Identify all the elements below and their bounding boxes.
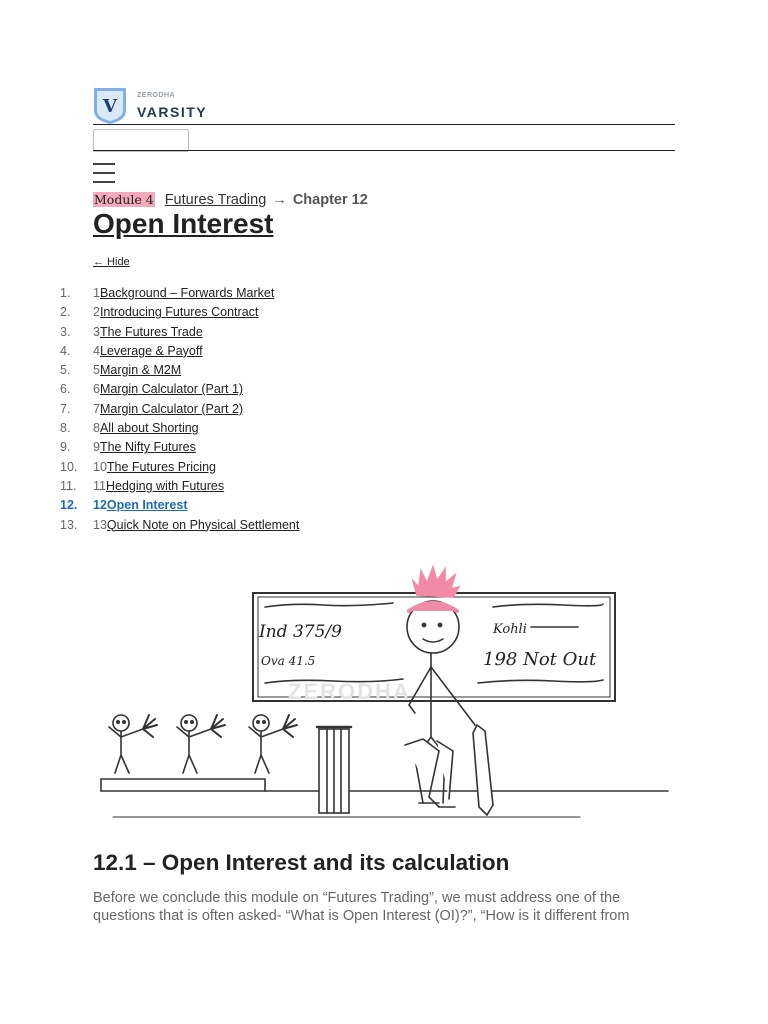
chapter-number: 12. xyxy=(60,498,78,513)
chapter-index: 9 xyxy=(93,440,100,455)
scoreboard-right-2: 198 Not Out xyxy=(483,649,597,670)
chapter-index: 8 xyxy=(93,421,100,436)
zerodha-label: ZERODHA xyxy=(137,92,176,99)
section-heading: 12.1 – Open Interest and its calculation xyxy=(93,850,510,875)
chapter-number: 2. xyxy=(60,305,71,320)
search-divider xyxy=(93,150,675,151)
chapter-link[interactable]: Open Interest xyxy=(106,498,188,513)
chapter-number: 1. xyxy=(60,286,71,300)
chapter-link[interactable]: Background – Forwards Market xyxy=(99,286,275,300)
stumps xyxy=(317,727,351,813)
chapter-number: 9. xyxy=(60,440,71,455)
cheerleaders xyxy=(109,715,297,773)
module-link[interactable]: Futures Trading xyxy=(164,192,267,208)
chapter-index: 11 xyxy=(93,478,106,493)
chapter-number: 7. xyxy=(60,401,71,416)
chapter-number: 11. xyxy=(60,478,77,493)
chapter-index: 4 xyxy=(93,343,100,358)
chapter-item[interactable] xyxy=(60,362,299,381)
menu-icon[interactable] xyxy=(93,163,115,187)
chapter-link[interactable]: Leverage & Payoff xyxy=(99,343,203,358)
chapter-link[interactable]: Hedging with Futures xyxy=(105,478,225,493)
varsity-logo[interactable] xyxy=(93,87,127,125)
chapter-item[interactable] xyxy=(60,420,299,439)
chapter-index: 13 xyxy=(93,517,107,532)
chapter-number: 10. xyxy=(60,459,78,474)
chapter-link[interactable]: The Nifty Futures xyxy=(99,440,196,455)
chapter-index: 7 xyxy=(93,401,100,416)
chapter-index: 5 xyxy=(93,363,100,378)
scoreboard-left-1: Ind 375/9 xyxy=(259,622,342,642)
chapter-number: 5. xyxy=(60,363,71,378)
chapter-index: 1 xyxy=(93,286,100,300)
chapter-link[interactable]: All about Shorting xyxy=(99,421,199,436)
chapter-list xyxy=(60,285,299,536)
chapter-index: 10 xyxy=(93,459,107,474)
header-divider xyxy=(93,124,675,125)
scoreboard-right-1: Kohli xyxy=(493,622,527,637)
logo-letter: V xyxy=(103,96,117,117)
chapter-item-active[interactable] xyxy=(60,497,299,516)
chapter-label: Chapter 12 xyxy=(292,192,368,208)
chapter-item[interactable] xyxy=(60,478,299,497)
chapter-item[interactable] xyxy=(60,401,299,420)
module-badge[interactable]: Module 4 xyxy=(94,192,154,207)
breadcrumb-arrow: → xyxy=(272,192,287,208)
chapter-item[interactable] xyxy=(60,324,299,343)
chapter-index: 12 xyxy=(93,498,107,513)
chapter-index: 6 xyxy=(93,382,100,397)
search-input[interactable] xyxy=(93,129,189,152)
chapter-link[interactable]: Margin & M2M xyxy=(99,363,182,378)
cricket-illustration xyxy=(93,555,678,825)
chapter-number: 13. xyxy=(60,517,78,532)
chapter-link[interactable]: The Futures Pricing xyxy=(106,459,216,474)
chapter-item[interactable] xyxy=(60,381,299,400)
chapter-item[interactable] xyxy=(60,459,299,478)
chapter-item[interactable] xyxy=(60,439,299,458)
chapter-link[interactable]: Margin Calculator (Part 1) xyxy=(99,382,244,397)
chapter-index: 2 xyxy=(93,305,100,320)
chapter-number: 4. xyxy=(60,343,71,358)
chapter-item[interactable] xyxy=(60,343,299,362)
scoreboard-left-2: Ova 41.5 xyxy=(261,654,316,668)
chapter-link[interactable]: Margin Calculator (Part 2) xyxy=(99,401,244,416)
chapter-item[interactable] xyxy=(60,304,299,323)
chapter-number: 3. xyxy=(60,324,71,339)
chapter-item[interactable] xyxy=(60,517,299,536)
breadcrumb xyxy=(93,192,368,208)
chapter-link[interactable]: The Futures Trade xyxy=(99,324,203,339)
brand-name[interactable]: VARSITY xyxy=(137,104,208,120)
page-title: Open Interest xyxy=(93,208,274,239)
chapter-link[interactable]: Quick Note on Physical Settlement xyxy=(106,517,300,532)
section-paragraph: Before we conclude this module on “Futures Trading”, we must address one of the questions that is often asked- “What is Open Interest (OI)?”, “How is it different from xyxy=(93,890,630,924)
batsman xyxy=(405,567,493,815)
chapter-item[interactable] xyxy=(60,285,299,304)
chapter-link[interactable]: Introducing Futures Contract xyxy=(99,305,259,320)
hide-toc-link[interactable]: ← Hide xyxy=(93,256,130,268)
watermark: ZERODHA xyxy=(288,679,411,704)
chapter-index: 3 xyxy=(93,324,100,339)
chapter-number: 8. xyxy=(60,421,71,436)
chapter-number: 6. xyxy=(60,382,71,397)
